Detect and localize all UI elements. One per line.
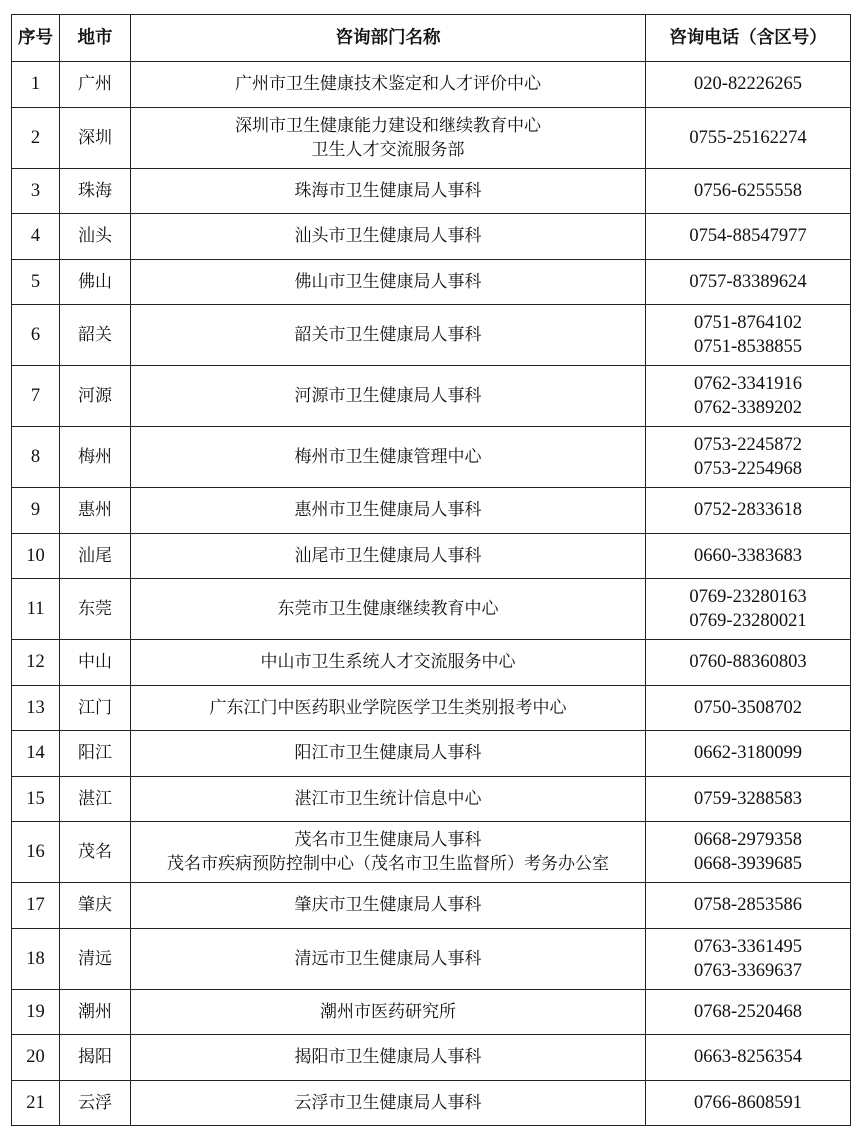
row-department [131,1035,646,1081]
row-seq: 5 [12,259,60,305]
row-phone [646,822,851,883]
phone-number: 0768-2520468 [694,1001,802,1022]
row-city: 云浮 [60,1080,131,1126]
table-row [12,62,851,108]
department-line: 卫生人才交流服务部 [311,139,465,160]
row-seq: 14 [12,731,60,777]
row-seq: 12 [12,640,60,686]
row-city: 阳江 [60,731,131,777]
header-department: 咨询部门名称 [131,15,646,62]
phone-number: 0762-3341916 [694,374,802,394]
phone-number: 020-82226265 [694,74,802,95]
row-department [131,305,646,366]
table-row [12,168,851,214]
row-department [131,731,646,777]
department-line: 湛江市卫生统计信息中心 [294,788,482,809]
department-line: 广东江门中医药职业学院医学卫生类别报考中心 [209,697,567,718]
row-department [131,685,646,731]
phone-number: 0757-83389624 [689,271,807,292]
row-department [131,1080,646,1126]
department-line: 惠州市卫生健康局人事科 [294,500,482,521]
row-phone [646,62,851,108]
row-phone [646,305,851,366]
department-line: 阳江市卫生健康局人事科 [294,743,482,764]
department-line: 茂名市卫生健康局人事科 [294,830,482,850]
row-seq: 1 [12,62,60,108]
phone-number: 0760-88360803 [689,652,807,673]
row-department [131,533,646,579]
table-row [12,928,851,989]
table-row [12,776,851,822]
row-seq: 20 [12,1035,60,1081]
row-city: 东莞 [60,579,131,640]
row-phone [646,928,851,989]
department-line: 广州市卫生健康技术鉴定和人才评价中心 [235,74,541,95]
table-row [12,214,851,260]
row-phone [646,776,851,822]
row-department [131,640,646,686]
row-department [131,579,646,640]
row-phone [646,259,851,305]
row-city: 清远 [60,928,131,989]
department-line: 揭阳市卫生健康局人事科 [294,1047,482,1068]
phone-number: 0759-3288583 [694,788,802,809]
row-city: 韶关 [60,305,131,366]
consultation-table-sheet [11,14,850,1126]
row-phone [646,731,851,777]
department-line: 清远市卫生健康局人事科 [294,948,482,969]
row-city: 汕头 [60,214,131,260]
header-city: 地市 [60,15,131,62]
row-city: 惠州 [60,488,131,534]
row-phone [646,366,851,427]
row-seq: 8 [12,427,60,488]
phone-number: 0752-2833618 [694,500,802,521]
row-phone [646,107,851,168]
row-department [131,259,646,305]
department-line: 潮州市医药研究所 [320,1001,456,1022]
table-row [12,427,851,488]
table-row [12,366,851,427]
row-department [131,107,646,168]
phone-number: 0663-8256354 [694,1047,802,1068]
row-city: 深圳 [60,107,131,168]
table-row [12,1080,851,1126]
row-department [131,989,646,1035]
row-phone [646,579,851,640]
table-header-row [12,15,851,62]
department-line: 河源市卫生健康局人事科 [294,386,482,406]
phone-number: 0668-2979358 [694,830,802,850]
row-phone [646,488,851,534]
row-phone [646,1035,851,1081]
row-seq: 10 [12,533,60,579]
row-phone [646,533,851,579]
row-city: 梅州 [60,427,131,488]
phone-number: 0751-8764102 [694,313,802,333]
row-city: 茂名 [60,822,131,883]
row-department [131,427,646,488]
row-phone [646,989,851,1035]
department-line: 珠海市卫生健康局人事科 [294,180,482,201]
department-line: 东莞市卫生健康继续教育中心 [277,599,499,619]
row-seq: 16 [12,822,60,883]
row-city: 揭阳 [60,1035,131,1081]
table-row [12,488,851,534]
row-city: 佛山 [60,259,131,305]
department-line: 汕尾市卫生健康局人事科 [294,545,482,566]
consultation-table [11,14,851,1126]
row-phone [646,1080,851,1126]
phone-number: 0662-3180099 [694,743,802,764]
row-department [131,366,646,427]
department-line: 佛山市卫生健康局人事科 [294,271,482,292]
table-row [12,640,851,686]
row-phone [646,427,851,488]
row-city: 河源 [60,366,131,427]
row-seq: 4 [12,214,60,260]
row-department [131,928,646,989]
row-city: 广州 [60,62,131,108]
row-city: 江门 [60,685,131,731]
row-city: 肇庆 [60,883,131,929]
department-line: 深圳市卫生健康能力建设和继续教育中心 [235,115,541,136]
row-seq: 15 [12,776,60,822]
row-seq: 2 [12,107,60,168]
table-row [12,305,851,366]
department-line: 云浮市卫生健康局人事科 [294,1092,482,1113]
phone-number: 0763-3361495 [694,936,802,957]
phone-number: 0762-3389202 [694,398,802,418]
row-phone [646,685,851,731]
phone-number: 0753-2245872 [694,435,802,455]
table-row [12,1035,851,1081]
table-row [12,533,851,579]
department-line: 汕头市卫生健康局人事科 [294,226,482,247]
phone-number: 0754-88547977 [689,226,807,247]
phone-number: 0750-3508702 [694,697,802,718]
phone-number: 0753-2254968 [694,459,802,479]
department-line: 中山市卫生系统人才交流服务中心 [260,652,516,673]
phone-number: 0758-2853586 [694,895,802,916]
row-seq: 13 [12,685,60,731]
phone-number: 0769-23280021 [689,611,807,631]
row-department [131,776,646,822]
row-seq: 3 [12,168,60,214]
table-row [12,731,851,777]
department-line: 韶关市卫生健康局人事科 [294,325,482,345]
row-city: 中山 [60,640,131,686]
table-row [12,989,851,1035]
row-city: 珠海 [60,168,131,214]
row-phone [646,214,851,260]
row-seq: 7 [12,366,60,427]
table-row [12,579,851,640]
phone-number: 0751-8538855 [694,337,802,357]
department-line: 梅州市卫生健康管理中心 [294,447,482,467]
row-city: 潮州 [60,989,131,1035]
table-body [12,62,851,1126]
row-seq: 17 [12,883,60,929]
table-row [12,822,851,883]
phone-number: 0766-8608591 [694,1092,802,1113]
row-phone [646,640,851,686]
header-phone: 咨询电话（含区号） [646,15,851,62]
table-row [12,883,851,929]
row-seq: 11 [12,579,60,640]
department-line: 茂名市疾病预防控制中心（茂名市卫生监督所）考务办公室 [167,854,609,874]
phone-number: 0755-25162274 [689,127,807,148]
row-department [131,822,646,883]
table-row [12,107,851,168]
phone-number: 0660-3383683 [694,545,802,566]
department-line: 肇庆市卫生健康局人事科 [294,895,482,916]
header-seq: 序号 [12,15,60,62]
row-seq: 18 [12,928,60,989]
row-seq: 9 [12,488,60,534]
row-department [131,488,646,534]
row-city: 湛江 [60,776,131,822]
row-seq: 19 [12,989,60,1035]
row-department [131,883,646,929]
phone-number: 0756-6255558 [694,180,802,201]
row-phone [646,168,851,214]
row-seq: 6 [12,305,60,366]
row-department [131,214,646,260]
table-row [12,259,851,305]
phone-number: 0668-3939685 [694,854,802,874]
row-department [131,62,646,108]
row-seq: 21 [12,1080,60,1126]
row-department [131,168,646,214]
row-city: 汕尾 [60,533,131,579]
row-phone [646,883,851,929]
table-row [12,685,851,731]
phone-number: 0763-3369637 [694,960,802,981]
phone-number: 0769-23280163 [689,587,807,607]
